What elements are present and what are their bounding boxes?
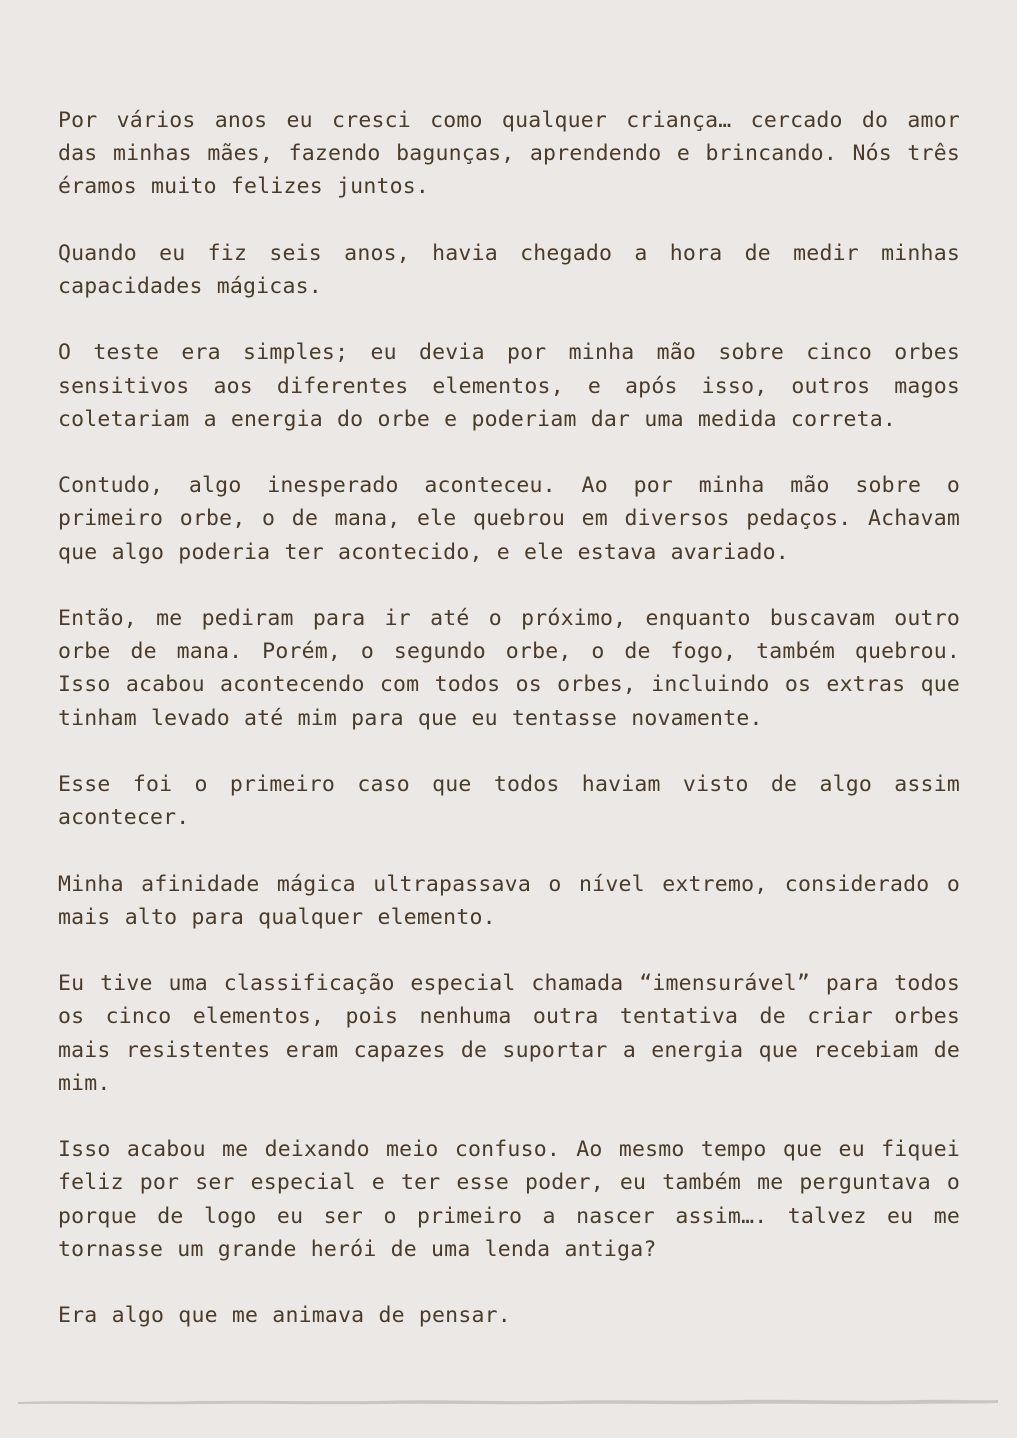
paragraph: Esse foi o primeiro caso que todos haviam visto de algo assim acontecer. bbox=[58, 771, 960, 831]
paragraph: Minha afinidade mágica ultrapassava o nível extremo, considerado o mais alto para qualquer elemento. bbox=[58, 871, 960, 930]
paragraph: Eu tive uma classificação especial chamada “imensurável” para todos os cinco elementos, pois nenhuma outra tentativa de criar orbes mais resistentes eram capazes de suportar a energia que recebiam de mim. bbox=[58, 971, 960, 1096]
paragraph: Contudo, algo inesperado aconteceu. Ao por minha mão sobre o primeiro orbe, o de mana, ele quebrou em diversos pedaços. Achavam que algo poderia ter acontecido, e ele estava avariado. bbox=[58, 473, 960, 565]
story-text bbox=[58, 104, 960, 1332]
divider-stroke bbox=[18, 1400, 998, 1405]
paragraph: Quando eu fiz seis anos, havia chegado a hora de medir minhas capacidades mágicas. bbox=[58, 240, 960, 299]
decorative-divider bbox=[18, 1393, 998, 1409]
paragraph: Então, me pediram para ir até o próximo, enquanto buscavam outro orbe de mana. Porém, o segundo orbe, o de fogo, também quebrou. Isso acabou acontecendo com todos os orbes, incluindo os extras que tinham levado até mim para que eu tentasse novamente. bbox=[58, 605, 960, 731]
paragraph: Por vários anos eu cresci como qualquer criança… cercado do amor das minhas mães, fazendo bagunças, aprendendo e brincando. Nós três éramos muito felizes juntos. bbox=[58, 108, 960, 200]
paragraph: Isso acabou me deixando meio confuso. Ao mesmo tempo que eu fiquei feliz por ser especial e ter esse poder, eu também me perguntava o porque de logo eu ser o primeiro a nascer assim…. talvez eu me tornasse um grande herói de uma lenda antiga? bbox=[58, 1137, 960, 1262]
paragraph: Era algo que me animava de pensar. bbox=[58, 1303, 511, 1329]
paragraph: O teste era simples; eu devia por minha mão sobre cinco orbes sensitivos aos diferentes elementos, e após isso, outros magos coletariam a energia do orbe e poderiam dar uma medida correta. bbox=[58, 340, 960, 432]
